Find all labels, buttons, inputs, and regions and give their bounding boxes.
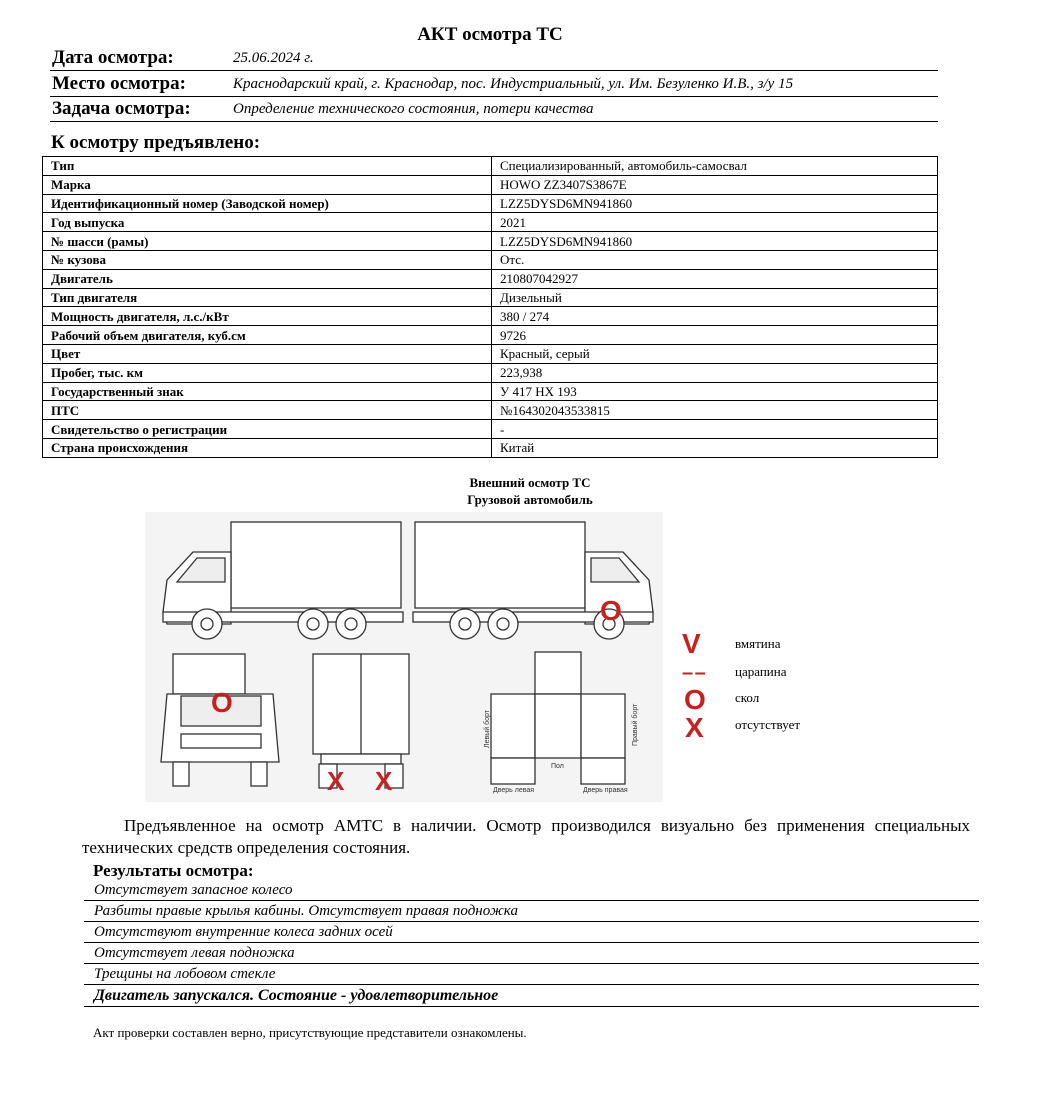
inspection-place-row bbox=[50, 72, 938, 97]
spec-row bbox=[43, 326, 938, 345]
spec-key: Рабочий объем двигателя, куб.см bbox=[43, 326, 492, 345]
chip-symbol: O bbox=[684, 684, 706, 715]
spec-value: Специализированный, автомобиль-самосвал bbox=[492, 157, 938, 176]
spec-row bbox=[43, 157, 938, 176]
spec-row bbox=[43, 232, 938, 251]
right-side-label: Правый борт bbox=[632, 703, 639, 746]
result-text: Трещины на лобовом стекле bbox=[94, 966, 276, 982]
missing-symbol: X bbox=[685, 712, 704, 743]
spec-key: Марка bbox=[43, 175, 492, 194]
result-text: Отсутствует левая подножка bbox=[94, 945, 295, 961]
spec-row bbox=[43, 438, 938, 457]
spec-row bbox=[43, 250, 938, 269]
dent-label: вмятина bbox=[735, 636, 781, 651]
spec-key: Пробег, тыс. км bbox=[43, 363, 492, 382]
vehicle-spec-table bbox=[42, 156, 938, 458]
truck-diagram bbox=[145, 512, 663, 802]
result-text: Разбиты правые крылья кабины. Отсутствует правая подножка bbox=[94, 903, 518, 919]
spec-key: Страна происхождения bbox=[43, 438, 492, 457]
spec-value: 223,938 bbox=[492, 363, 938, 382]
spec-value: HOWO ZZ3407S3867E bbox=[492, 175, 938, 194]
spec-row bbox=[43, 288, 938, 307]
inspection-task-label: Задача осмотра: bbox=[52, 98, 191, 119]
spec-value: - bbox=[492, 420, 938, 439]
spec-key: Тип двигателя bbox=[43, 288, 492, 307]
result-row bbox=[84, 964, 979, 985]
spec-value: У 417 НХ 193 bbox=[492, 382, 938, 401]
results-title: Результаты осмотра: bbox=[93, 861, 254, 880]
inspection-paragraph: Предъявленное на осмотр АМТС в наличии. Осмотр производился визуально без применения специальных технических средств определения состояния. bbox=[82, 816, 970, 857]
door-left-label: Дверь левая bbox=[493, 787, 535, 794]
spec-key: Цвет bbox=[43, 344, 492, 363]
scratch-symbol: – – bbox=[682, 662, 704, 684]
chip-mark-right-fender: O bbox=[600, 595, 622, 626]
spec-value: 380 / 274 bbox=[492, 307, 938, 326]
spec-key: Год выпуска bbox=[43, 213, 492, 232]
inspection-date-value: 25.06.2024 г. bbox=[233, 50, 314, 66]
inspection-task-value: Определение технического состояния, потери качества bbox=[233, 101, 594, 117]
spec-key: Идентификационный номер (Заводской номер) bbox=[43, 194, 492, 213]
result-row bbox=[84, 986, 979, 1007]
spec-key: Двигатель bbox=[43, 269, 492, 288]
spec-row bbox=[43, 382, 938, 401]
spec-row bbox=[43, 307, 938, 326]
spec-value: Дизельный bbox=[492, 288, 938, 307]
missing-mark-rear-right: X bbox=[375, 766, 393, 796]
inspection-place-value: Краснодарский край, г. Краснодар, пос. Индустриальный, ул. Им. Безуленко И.В., з/у 15 bbox=[233, 76, 794, 92]
result-row bbox=[84, 880, 979, 901]
spec-value: LZZ5DYSD6MN941860 bbox=[492, 194, 938, 213]
result-text: Отсутствует запасное колесо bbox=[94, 882, 293, 898]
spec-key: ПТС bbox=[43, 401, 492, 420]
spec-row bbox=[43, 269, 938, 288]
result-row bbox=[84, 901, 979, 922]
chip-mark-windshield: O bbox=[211, 687, 233, 718]
truck-front-view bbox=[161, 654, 279, 786]
dent-symbol: V bbox=[682, 628, 701, 659]
spec-row bbox=[43, 363, 938, 382]
spec-row bbox=[43, 175, 938, 194]
spec-value: Отс. bbox=[492, 250, 938, 269]
door-right-label: Дверь правая bbox=[583, 787, 628, 794]
left-side-label: Левый борт bbox=[484, 710, 491, 748]
spec-value: Красный, серый bbox=[492, 344, 938, 363]
inspection-date-label: Дата осмотра: bbox=[52, 47, 174, 68]
spec-key: Мощность двигателя, л.с./кВт bbox=[43, 307, 492, 326]
result-text: Двигатель запускался. Состояние - удовлетворительное bbox=[94, 987, 499, 1004]
spec-value: 2021 bbox=[492, 213, 938, 232]
inspection-place-label: Место осмотра: bbox=[52, 73, 186, 94]
spec-value: №164302043533815 bbox=[492, 401, 938, 420]
diagram-caption-2: Грузовой автомобиль bbox=[467, 492, 593, 507]
spec-row bbox=[43, 420, 938, 439]
spec-value: 210807042927 bbox=[492, 269, 938, 288]
spec-row bbox=[43, 401, 938, 420]
missing-label: отсутствует bbox=[735, 717, 801, 732]
scratch-label: царапина bbox=[735, 664, 787, 679]
result-text: Отсутствуют внутренние колеса задних осей bbox=[94, 924, 393, 940]
result-row bbox=[84, 943, 979, 964]
spec-key: № кузова bbox=[43, 250, 492, 269]
inspection-date-row bbox=[50, 46, 938, 71]
spec-value: 9726 bbox=[492, 326, 938, 345]
spec-value: LZZ5DYSD6MN941860 bbox=[492, 232, 938, 251]
document-title: АКТ осмотра ТС bbox=[417, 24, 563, 45]
spec-row bbox=[43, 194, 938, 213]
spec-key: Государственный знак bbox=[43, 382, 492, 401]
chip-label: скол bbox=[735, 690, 760, 705]
missing-mark-rear-left: X bbox=[327, 766, 345, 796]
spec-row bbox=[43, 344, 938, 363]
truck-left-side-view bbox=[163, 522, 403, 639]
result-row bbox=[84, 922, 979, 943]
diagram-caption-1: Внешний осмотр ТС bbox=[469, 475, 591, 490]
spec-key: Свидетельство о регистрации bbox=[43, 420, 492, 439]
floor-label: Пол bbox=[551, 763, 564, 770]
section-title: К осмотру предъявлено: bbox=[51, 132, 261, 153]
spec-row bbox=[43, 213, 938, 232]
footer-note: Акт проверки составлен верно, присутствующие представители ознакомлены. bbox=[93, 1025, 527, 1040]
truck-diagram-svg bbox=[145, 512, 663, 802]
spec-value: Китай bbox=[492, 438, 938, 457]
spec-key: Тип bbox=[43, 157, 492, 176]
spec-key: № шасси (рамы) bbox=[43, 232, 492, 251]
inspection-task-row bbox=[50, 97, 938, 122]
